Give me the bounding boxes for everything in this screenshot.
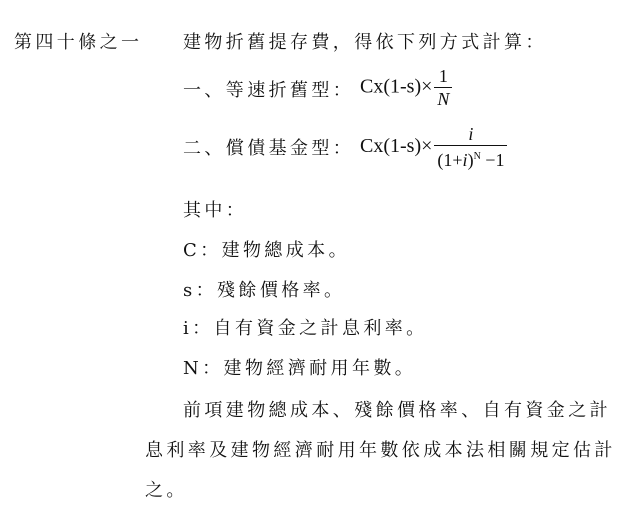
definition-n: N：建物經濟耐用年數。 (183, 358, 417, 379)
fraction (434, 66, 452, 110)
numerator: 1 (434, 66, 452, 88)
definition-i: i：自有資金之計息利率。 (183, 318, 428, 339)
method-label: 一、等速折舊型： (183, 80, 355, 101)
den-base: (1+ (437, 150, 463, 170)
den-var: i (462, 150, 468, 170)
where-label: 其中： (183, 200, 248, 221)
definition-c: C：建物總成本。 (183, 240, 350, 261)
formula-prefix: Cx(1-s)× (360, 75, 433, 98)
numerator: i (434, 124, 507, 146)
paragraph-line: 前項建物總成本、殘餘價格率、自有資金之計 (183, 400, 611, 421)
article-intro: 建物折舊提存費，得依下列方式計算： (183, 32, 547, 53)
paragraph-line: 之。 (145, 480, 188, 501)
method-label: 二、償債基金型： (183, 138, 355, 159)
denominator: N (437, 89, 450, 109)
den-close: ) (467, 150, 474, 170)
definition-s: s：殘餘價格率。 (183, 280, 346, 301)
denominator (434, 146, 507, 171)
den-tail: −1 (480, 150, 505, 170)
paragraph-line: 息利率及建物經濟耐用年數依成本法相關規定估計 (145, 440, 616, 461)
fraction (434, 124, 507, 171)
den-exp: N (473, 151, 481, 162)
article-number: 第四十條之一 (14, 32, 143, 53)
formula-straight-line (360, 66, 452, 110)
formula-prefix: Cx(1-s)× (360, 135, 433, 158)
formula-sinking-fund (360, 124, 507, 171)
